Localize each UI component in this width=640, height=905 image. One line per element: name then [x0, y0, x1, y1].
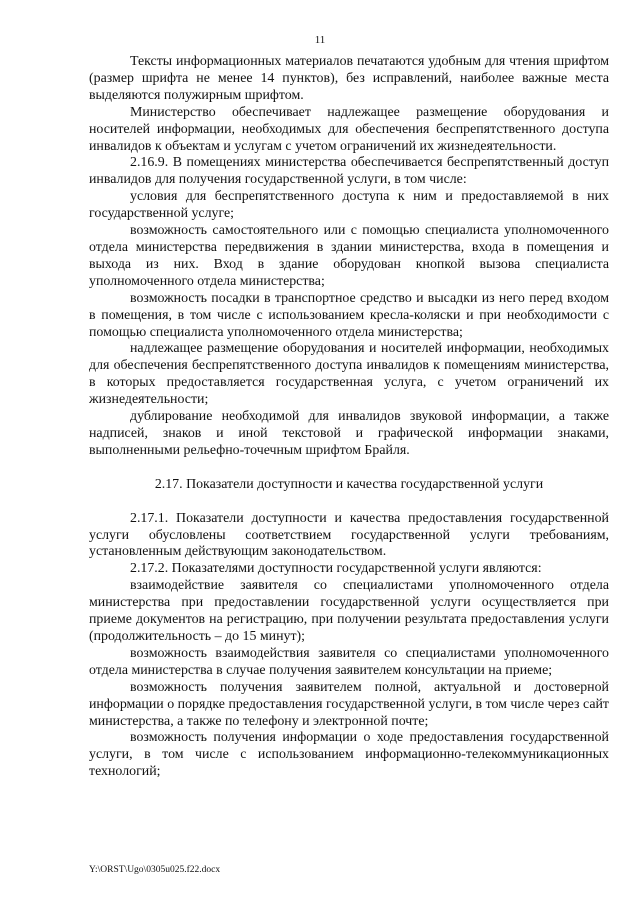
paragraph: 2.17.1. Показатели доступности и качества предоставления государственной услуги обусловлены соответствием государственной услуги требованиям, установленным действующим законодательством. — [89, 510, 609, 560]
paragraph: надлежащее размещение оборудования и носителей информации, необходимых для обеспечения беспрепятственного доступа инвалидов к помещениям министерства, в которых предоставляется государственная услуга, с учетом ограничений их жизнедеятельности; — [89, 341, 609, 408]
page-number: 11 — [314, 34, 326, 46]
paragraph: 2.17.2. Показателями доступности государственной услуги являются: — [130, 561, 542, 577]
paragraph: Министерство обеспечивает надлежащее размещение оборудования и носителей информации, необходимых для обеспечения беспрепятственного доступа инвалидов к объектам и услугам с учетом ограничений их жизнедеятельности. — [89, 104, 609, 154]
paragraph: 2.16.9. В помещениях министерства обеспечивается беспрепятственный доступ инвалидов для получения государственной услуги, в том числе: — [89, 155, 609, 188]
paragraph: условия для беспрепятственного доступа к ним и предоставляемой в них государственной услуге; — [89, 189, 609, 222]
section-heading: 2.17. Показатели доступности и качества государственной услуги — [154, 476, 544, 492]
paragraph: взаимодействие заявителя со специалистами уполномоченного отдела министерства при предоставлении государственной услуги осуществляется при приеме документов на регистрацию, при получении результата предоставления услуги (продолжительность – до 15 минут); — [89, 578, 609, 644]
paragraph: возможность самостоятельного или с помощью специалиста уполномоченного отдела министерства передвижения в здании министерства, входа в помещения и выхода из них. Вход в здание оборудован кнопкой вызова специалиста уполномоченного отдела министерства; — [89, 223, 609, 289]
document-body — [89, 54, 609, 781]
paragraph: Тексты информационных материалов печатаются удобным для чтения шрифтом (размер шрифта не менее 14 пунктов), без исправлений, наиболее важные места выделяются полужирным шрифтом. — [89, 54, 609, 103]
paragraph: возможность посадки в транспортное средство и высадки из него перед входом в помещения, в том числе с использованием кресла-коляски и при необходимости с помощью специалиста уполномоченного отдела министерства; — [89, 290, 609, 340]
file-path-footer: Y:\ORST\Ugo\0305u025.f22.docx — [89, 865, 221, 875]
paragraph: возможность взаимодействия заявителя со специалистами уполномоченного отдела министерства в случае получения заявителем консультации на приеме; — [89, 645, 609, 678]
paragraph: возможность получения информации о ходе предоставления государственной услуги, в том числе с использованием информационно-телекоммуникационных технологий; — [89, 730, 609, 780]
paragraph: дублирование необходимой для инвалидов звуковой информации, а также надписей, знаков и иной текстовой и графической информации знаками, выполненными рельефно-точечным шрифтом Брайля. — [89, 409, 609, 458]
paragraph: возможность получения заявителем полной, актуальной и достоверной информации о порядке предоставления государственной услуги, в том числе через сайт министерства, а также по телефону и электронной почте; — [89, 679, 609, 729]
